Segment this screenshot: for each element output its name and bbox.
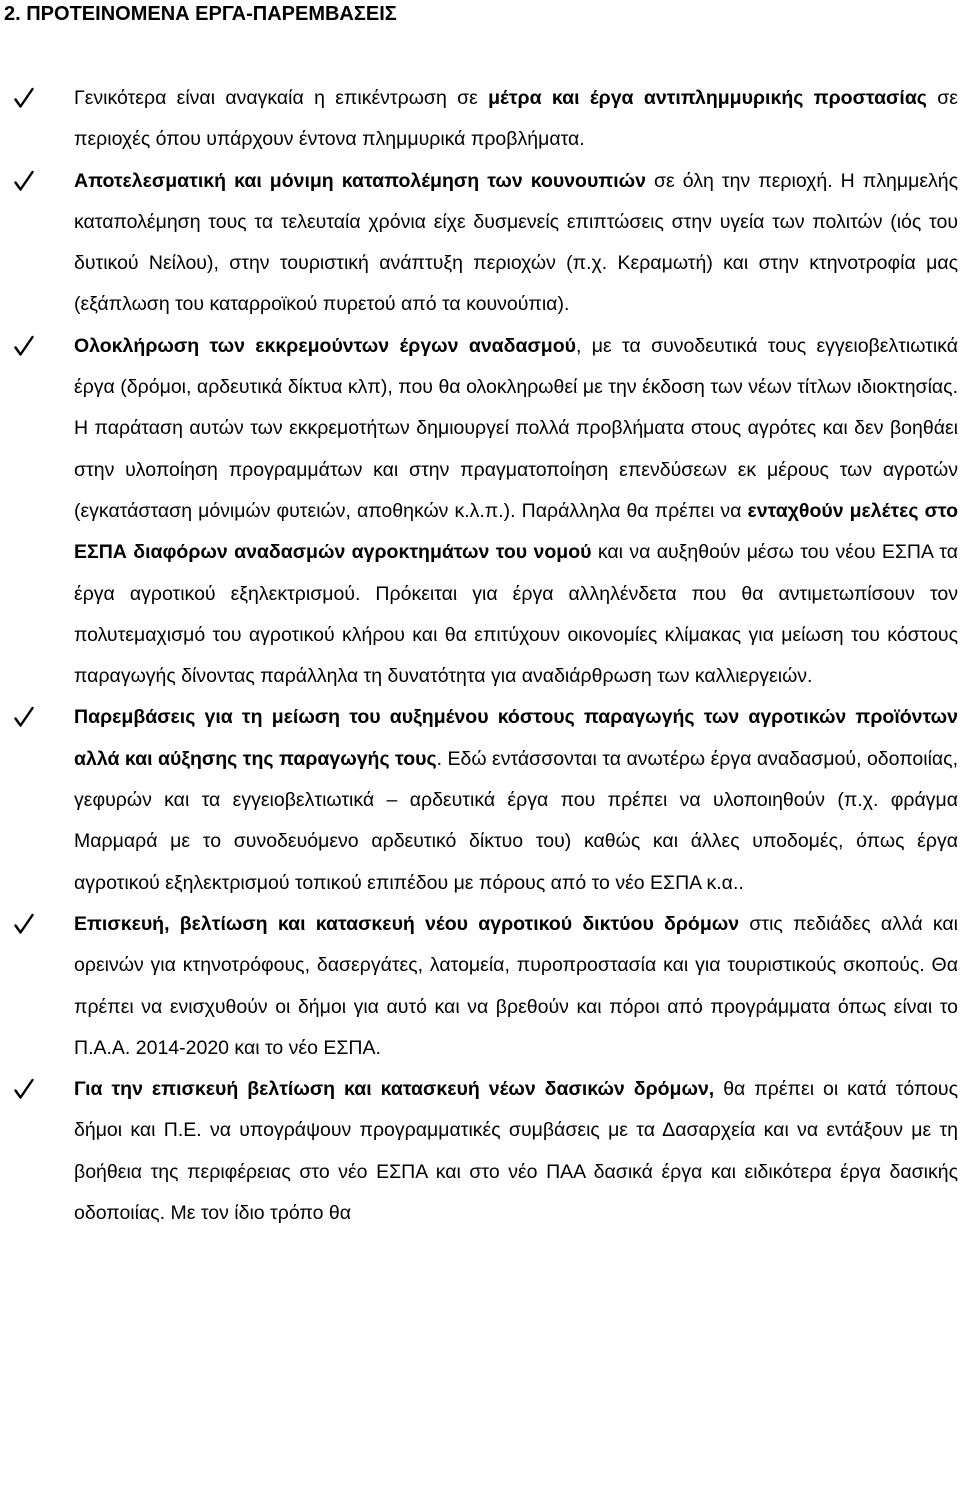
emphasized-text: Ολοκλήρωση των εκκρεμούντων έργων αναδασμού: [74, 334, 577, 357]
emphasized-text: Αποτελεσματική και μόνιμη καταπολέμηση των κουνουπιών: [74, 169, 646, 192]
body-text: σε περιοχές όπου υπάρχουν έντονα πλημμυρικά προβλήματα.: [74, 87, 958, 151]
emphasized-text: Για την επισκευή βελτίωση και κατασκευή νέων δασικών δρόμων,: [74, 1078, 715, 1101]
emphasized-text: μέτρα και έργα αντιπλημμυρικής προστασίας: [488, 87, 927, 109]
list-item: [0, 161, 960, 326]
emphasized-text: Παρεμβάσεις για τη μείωση του αυξημένου κόστους παραγωγής των αγροτικών προϊόντων αλλά και αύξησης της παραγωγής τους: [74, 706, 958, 770]
list-item: [0, 326, 960, 698]
check-mark-icon: [14, 697, 48, 738]
check-mark-icon: [14, 326, 48, 367]
list-item: [0, 697, 960, 903]
check-mark-icon: [14, 1069, 48, 1110]
body-text: . Εδώ εντάσσονται τα ανωτέρω έργα αναδασμού, οδοποιίας, γεφυρών και τα εγγειοβελτιωτικά – αρδευτικά έργα που πρέπει να υλοποιηθούν (π.χ. φράγμα Μαρμαρά με το συνοδευόμενο αρδευτικό δίκτυο του) καθώς και άλλες υποδομές, όπως έργα αγροτικού εξηλεκτρισμού τοπικού επιπέδου με πόρους από το νέο ΕΣΠΑ κ.α..: [74, 747, 958, 894]
body-text: θα πρέπει οι κατά τόπους δήμοι και Π.Ε. να υπογράψουν προγραμματικές συμβάσεις με τα Δασαρχεία και να εντάξουν με τη βοήθεια της περιφέρειας στο νέο ΕΣΠΑ και στο νέο ΠΑΑ δασικά έργα και ειδικότερα έργα δασικής οδοποιίας. Με τον ίδιο τρόπο θα: [74, 1078, 958, 1225]
list-item: [0, 904, 960, 1069]
body-text: στις πεδιάδες αλλά και ορεινών για κτηνοτρόφους, δασεργάτες, λατομεία, πυροπροστασία και για τουριστικούς σκοπούς. Θα πρέπει να ενισχυθούν οι δήμοι για αυτό και να βρεθούν και πόροι από προγράμματα όπως είναι το Π.Α.Α. 2014-2020 και το νέο ΕΣΠΑ.: [74, 912, 958, 1059]
section-heading: 2. ΠΡΟΤΕΙΝΟΜΕΝΑ ΕΡΓΑ-ΠΑΡΕΜΒΑΣΕΙΣ: [4, 3, 397, 25]
body-text: Γενικότερα είναι αναγκαία η επικέντρωση σε: [74, 87, 489, 109]
body-text: , με τα συνοδευτικά τους εγγειοβελτιωτικά έργα (δρόμοι, αρδευτικά δίκτυα κλπ), που θα ολοκληρωθεί με την έκδοση των νέων τίτλων ιδιοκτησίας. Η παράταση αυτών των εκκρεμοτήτων δημιουργεί πολλά προβλήματα στους αγρότες και δεν βοηθάει στην υλοποίηση προγραμμάτων και στην πραγματοποίηση επενδύσεων εκ μέρους των αγροτών (εγκατάσταση μόνιμών φυτειών, αποθηκών κ.λ.π.). Παράλληλα θα πρέπει να: [74, 334, 958, 522]
proposal-list: [0, 78, 960, 1234]
check-mark-icon: [14, 78, 48, 119]
check-mark-icon: [14, 161, 48, 202]
list-item: [0, 1069, 960, 1234]
check-mark-icon: [14, 904, 48, 945]
list-item: [0, 78, 960, 161]
emphasized-text: ενταχθούν μελέτες στο ΕΣΠΑ διαφόρων αναδασμών αγροκτημάτων του νομού: [74, 499, 958, 564]
emphasized-text: Επισκευή, βελτίωση και κατασκευή νέου αγροτικού δικτύου δρόμων: [74, 912, 740, 935]
body-text: σε όλη την περιοχή. Η πλημμελής καταπολέμηση τους τα τελευταία χρόνια είχε δυσμενείς επιπτώσεις στην υγεία των πολιτών (ιός του δυτικού Νείλου), στην τουριστική ανάπτυξη περιοχών (π.χ. Κεραμωτή) και στην κτηνοτροφία μας (εξάπλωση του καταρροϊκού πυρετού από τα κουνούπια).: [74, 169, 959, 316]
body-text: και να αυξηθούν μέσω του νέου ΕΣΠΑ τα έργα αγροτικού εξηλεκτρισμού. Πρόκειται για έργα αλληλένδετα που θα αντιμετωπίσουν τον πολυτεμαχισμό του αγροτικού κλήρου και θα επιτύχουν οικονομίες κλίμακας για μείωση του κόστους παραγωγής δίνοντας παράλληλα τη δυνατότητα για αναδιάρθρωση των καλλιεργειών.: [74, 541, 959, 688]
